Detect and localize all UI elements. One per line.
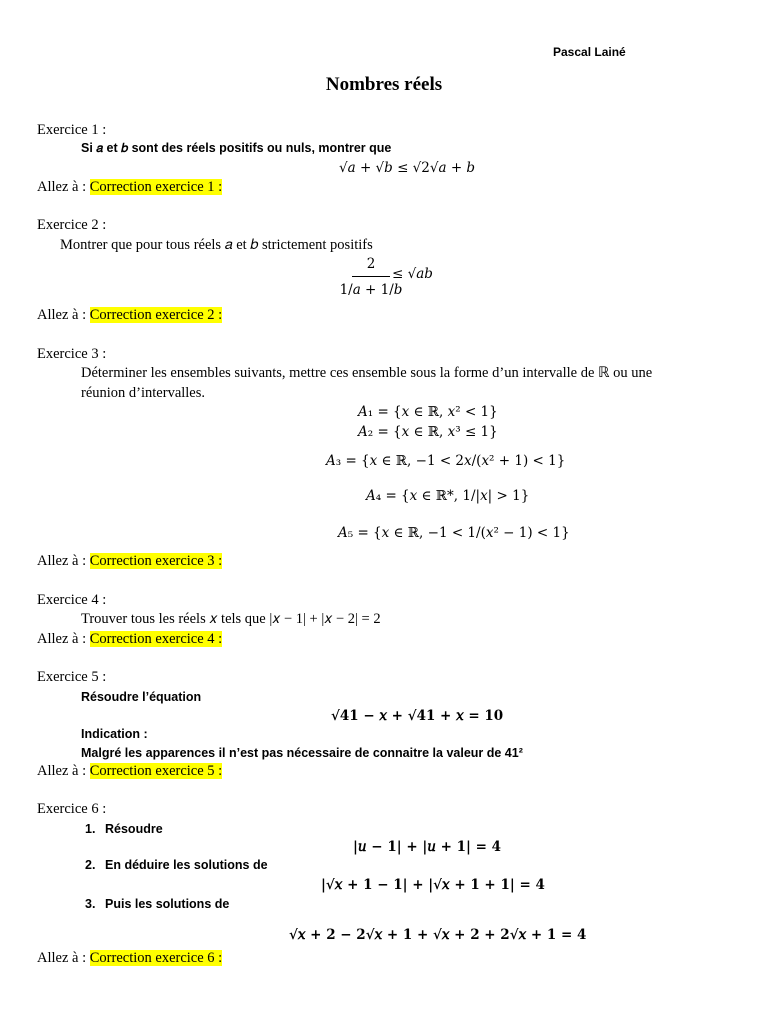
correction-link-6[interactable]: Correction exercice 6 : — [89, 950, 223, 966]
correction-link-3[interactable]: Correction exercice 3 : — [89, 553, 223, 569]
exercise-1-heading: Exercice 1 : — [37, 122, 107, 138]
exercise-2-statement: Montrer que pour tous réels 𝑎 et 𝑏 strictement positifs — [60, 237, 373, 253]
exercise-5-link-line — [37, 762, 222, 780]
exercise-6-heading: Exercice 6 : — [37, 801, 107, 817]
exercise-5-heading: Exercice 5 : — [37, 669, 107, 685]
allez-label: Allez à : — [37, 763, 90, 779]
set-a5: 𝐴₅ = {𝑥 ∈ ℝ, −1 < 1/(𝑥² − 1) < 1} — [338, 525, 570, 541]
exercise-1-link-line — [37, 178, 222, 196]
allez-label: Allez à : — [37, 179, 90, 195]
exercise-5-formula: √41 − 𝑥 + √41 + 𝑥 = 10 — [331, 708, 504, 724]
correction-link-5[interactable]: Correction exercice 5 : — [89, 763, 223, 779]
exercise-6-item-1-text: Résoudre — [105, 822, 163, 836]
exercise-3-statement-line-2: réunion d’intervalles. — [81, 385, 206, 401]
exercise-4-heading: Exercice 4 : — [37, 592, 107, 608]
exercise-3-link-line — [37, 552, 222, 570]
correction-link-1[interactable]: Correction exercice 1 : — [89, 179, 223, 195]
exercise-6-item-2-number: 2. — [85, 858, 96, 872]
exercise-2-heading: Exercice 2 : — [37, 217, 107, 233]
exercise-2-fraction-bar — [352, 276, 390, 277]
exercise-1-statement: Si 𝑎 et 𝑏 sont des réels positifs ou nuls, montrer que — [81, 141, 392, 155]
exercise-2-link-line — [37, 306, 222, 324]
set-a4: 𝐴₄ = {𝑥 ∈ ℝ*, 1/|𝑥| > 1} — [366, 488, 530, 504]
exercise-6-item-1-number: 1. — [85, 822, 96, 836]
exercise-6-item-2-formula: |√𝑥 + 1 − 1| + |√𝑥 + 1 + 1| = 4 — [321, 877, 545, 893]
exercise-3-heading: Exercice 3 : — [37, 346, 107, 362]
allez-label: Allez à : — [37, 631, 90, 647]
exercise-2-rhs: ≤ √𝑎𝑏 — [392, 266, 433, 282]
allez-label: Allez à : — [37, 553, 90, 569]
allez-label: Allez à : — [37, 307, 90, 323]
allez-label: Allez à : — [37, 950, 90, 966]
exercise-4-statement: Trouver tous les réels 𝑥 tels que |𝑥 − 1| + |𝑥 − 2| = 2 — [81, 611, 381, 627]
exercise-4-link-line — [37, 630, 222, 648]
set-a1: 𝐴₁ = {𝑥 ∈ ℝ, 𝑥² < 1} — [358, 404, 498, 420]
author-name: Pascal Lainé — [553, 45, 626, 59]
exercise-3-statement-line-1: Déterminer les ensembles suivants, mettre ces ensemble sous la forme d’un intervalle de ℝ ou une — [81, 365, 653, 381]
exercise-5-indication: Malgré les apparences il n’est pas nécessaire de connaitre la valeur de 41² — [81, 746, 523, 760]
exercise-5-indication-label: Indication : — [81, 727, 148, 741]
exercise-6-item-3-number: 3. — [85, 897, 96, 911]
exercise-6-item-1-formula: |𝑢 − 1| + |𝑢 + 1| = 4 — [353, 839, 502, 855]
exercise-2-fraction-denominator: 1/𝑎 + 1/𝑏 — [339, 282, 403, 298]
correction-link-4[interactable]: Correction exercice 4 : — [89, 631, 223, 647]
set-a2: 𝐴₂ = {𝑥 ∈ ℝ, 𝑥³ ≤ 1} — [358, 424, 498, 440]
exercise-5-statement: Résoudre l’équation — [81, 690, 202, 704]
exercise-6-item-3-text: Puis les solutions de — [105, 897, 230, 911]
set-a3: 𝐴₃ = {𝑥 ∈ ℝ, −1 < 2𝑥/(𝑥² + 1) < 1} — [326, 453, 566, 469]
correction-link-2[interactable]: Correction exercice 2 : — [89, 307, 223, 323]
exercise-6-item-2-text: En déduire les solutions de — [105, 858, 268, 872]
exercise-6-link-line — [37, 949, 222, 967]
exercise-6-item-3-formula: √𝑥 + 2 − 2√𝑥 + 1 + √𝑥 + 2 + 2√𝑥 + 1 = 4 — [289, 927, 587, 943]
page-title: Nombres réels — [325, 74, 443, 95]
exercise-1-formula: √𝑎 + √𝑏 ≤ √2√𝑎 + 𝑏 — [339, 160, 476, 176]
exercise-2-fraction-numerator: 2 — [366, 256, 376, 272]
